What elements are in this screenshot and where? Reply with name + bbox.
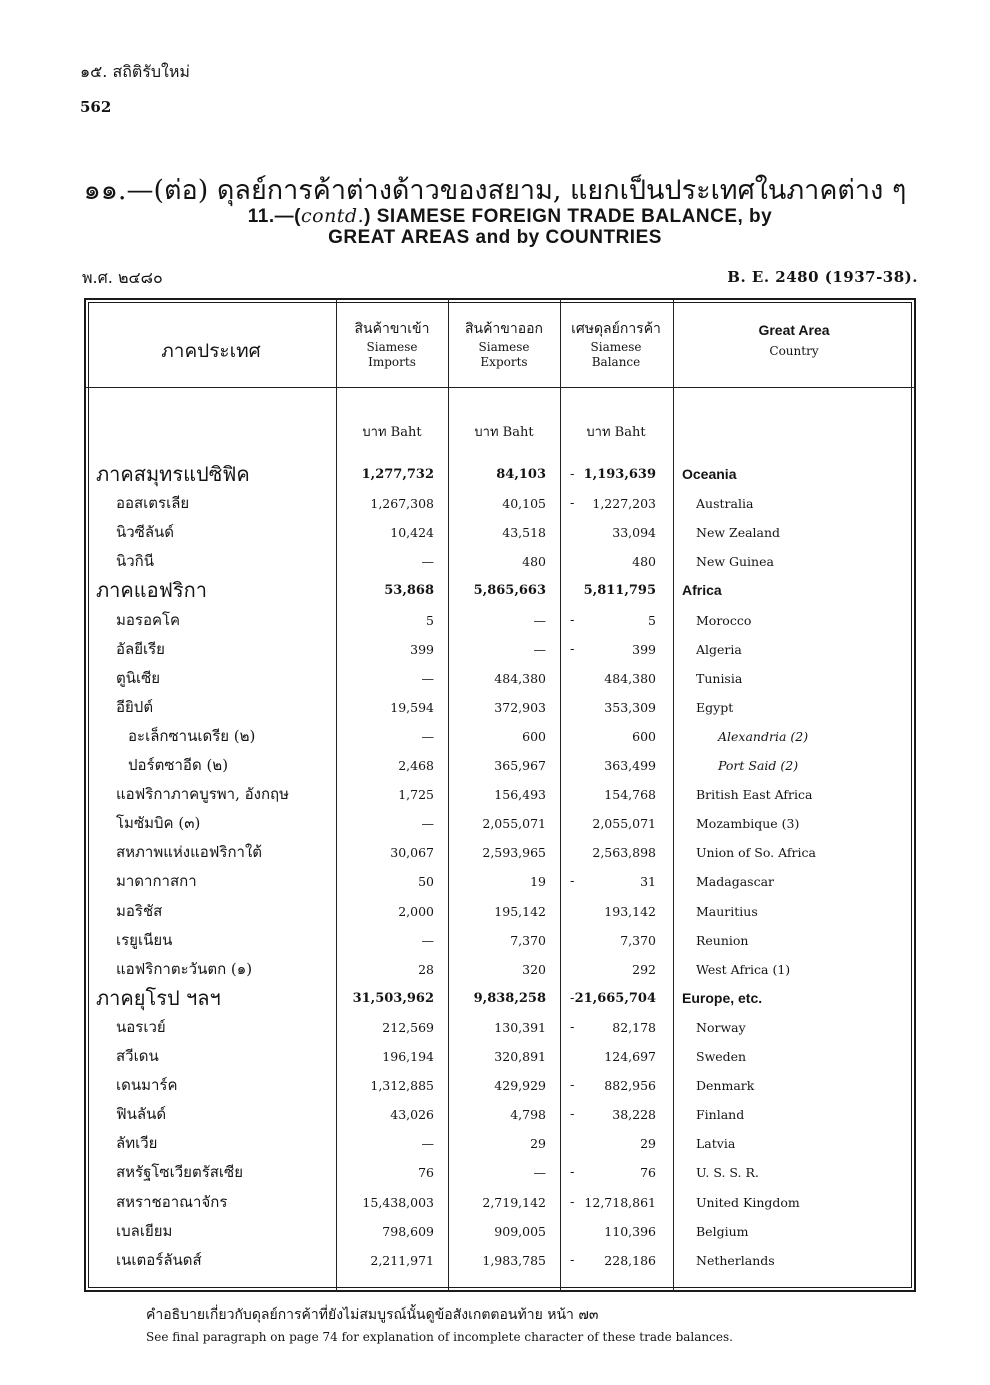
country-thai: ภาคแอฟริกา xyxy=(96,578,207,603)
imports-value: 2,468 xyxy=(398,758,434,773)
imports-value: — xyxy=(421,816,434,832)
exports-value: 480 xyxy=(522,554,546,570)
area-row xyxy=(86,984,914,1013)
exports-value: 29 xyxy=(530,1136,546,1152)
imports-value: 798,609 xyxy=(382,1223,434,1239)
table-row xyxy=(86,635,914,664)
country-en: Finland xyxy=(696,1107,745,1123)
table-row xyxy=(86,1217,914,1246)
country-en: Sweden xyxy=(696,1049,747,1064)
header-country-thai: ภาคประเทศ xyxy=(161,340,261,362)
country-en: Union of So. Africa xyxy=(696,845,816,861)
balance-sign: - xyxy=(570,990,575,1006)
table-row xyxy=(86,693,914,722)
imports-value: — xyxy=(421,728,434,744)
country-en: Egypt xyxy=(696,699,734,715)
area-row xyxy=(86,460,914,489)
table-row xyxy=(86,1246,914,1275)
balance-value: 2,563,898 xyxy=(592,845,656,861)
country-en: New Guinea xyxy=(696,554,774,570)
balance-value: 76 xyxy=(640,1165,656,1181)
table-row xyxy=(86,1013,914,1042)
year-thai: พ.ศ. ๒๔๘๐ xyxy=(82,268,163,287)
balance-value: 110,396 xyxy=(604,1223,656,1239)
country-en: Algeria xyxy=(696,641,742,657)
country-en: Latvia xyxy=(696,1136,736,1152)
country-en: Reunion xyxy=(696,932,749,948)
exports-value: 484,380 xyxy=(494,670,546,686)
country-thai: อียิปต์ xyxy=(116,697,154,716)
country-en: West Africa (1) xyxy=(696,961,791,977)
imports-value: 1,725 xyxy=(398,787,434,803)
country-thai: นอรเวย์ xyxy=(116,1017,166,1036)
exports-value: 43,518 xyxy=(502,525,546,541)
country-thai: สหรัฐโซเวียตรัสเซีย xyxy=(116,1163,244,1182)
imports-value: 53,868 xyxy=(384,583,434,599)
country-thai: สวีเดน xyxy=(116,1047,159,1065)
country-en: Australia xyxy=(696,496,754,512)
country-en: Oceania xyxy=(682,466,737,482)
balance-sign: - xyxy=(570,1165,575,1181)
title-en-italic: contd. xyxy=(300,205,365,227)
exports-value: 365,967 xyxy=(494,758,546,773)
table-row xyxy=(86,664,914,693)
country-thai: ตูนิเซีย xyxy=(116,668,161,687)
balance-value: 1,227,203 xyxy=(592,496,656,512)
table-row xyxy=(86,1188,914,1217)
table-row xyxy=(86,867,914,896)
balance-value: 12,718,861 xyxy=(584,1194,656,1210)
balance-sign: - xyxy=(570,612,575,628)
balance-value: 353,309 xyxy=(604,699,656,715)
imports-value: 19,594 xyxy=(390,699,434,715)
exports-value: — xyxy=(533,612,546,628)
exports-value: 2,593,965 xyxy=(482,845,546,861)
balance-sign: - xyxy=(570,1194,575,1210)
country-en: Denmark xyxy=(696,1078,755,1094)
title-en-prefix: 11.—( xyxy=(247,206,301,227)
header-country-en: Country xyxy=(769,344,819,358)
balance-value: 154,768 xyxy=(604,787,656,803)
country-en: Mozambique (3) xyxy=(696,816,800,832)
header-imports-en1: Siamese xyxy=(366,340,418,354)
country-thai: เดนมาร์ค xyxy=(116,1076,178,1095)
country-en: U. S. S. R. xyxy=(696,1165,759,1181)
country-en: Belgium xyxy=(696,1223,749,1239)
title-en-line1-rest: ) SIAMESE FOREIGN TRADE BALANCE, by xyxy=(364,206,773,227)
header-area-en: Great Area xyxy=(758,322,830,338)
country-en: Port Said (2) xyxy=(718,758,799,773)
year-en: B. E. 2480 (1937-38). xyxy=(727,268,918,286)
area-row xyxy=(86,576,914,605)
balance-value: 5 xyxy=(648,612,656,628)
country-thai: สหภาพแห่งแอฟริกาใต้ xyxy=(116,843,263,862)
imports-value: — xyxy=(421,932,434,948)
exports-value: 1,983,785 xyxy=(482,1252,546,1268)
imports-value: 15,438,003 xyxy=(362,1194,434,1210)
exports-value: 130,391 xyxy=(494,1019,546,1035)
imports-value: — xyxy=(421,670,434,686)
balance-value: 29 xyxy=(640,1136,656,1152)
balance-value: 882,956 xyxy=(604,1078,656,1094)
title-thai: ๑๑.—(ต่อ) ดุลย์การค้าต่างด้าวของสยาม, แยกเป็นประเทศในภาคต่าง ๆ xyxy=(83,175,907,206)
balance-value: 399 xyxy=(632,641,656,657)
exports-value: 5,865,663 xyxy=(473,583,546,599)
table-row xyxy=(86,1100,914,1129)
imports-value: 43,026 xyxy=(390,1107,434,1123)
balance-sign: - xyxy=(570,874,575,890)
table-row xyxy=(86,897,914,926)
header-exports xyxy=(448,318,560,370)
title-en-line2: GREAT AREAS and by COUNTRIES xyxy=(328,227,662,248)
unit-label-balance: บาท Baht xyxy=(586,425,646,440)
imports-value: 10,424 xyxy=(390,525,434,541)
table-row xyxy=(86,1071,914,1100)
header-imports-thai: สินค้าขาเข้า xyxy=(354,321,430,337)
table-row xyxy=(86,780,914,809)
unit-label-imports: บาท Baht xyxy=(362,425,422,440)
balance-value: 228,186 xyxy=(604,1252,656,1268)
exports-value: 4,798 xyxy=(510,1107,546,1123)
balance-value: 480 xyxy=(632,554,656,570)
country-thai: ฟินลันด์ xyxy=(116,1105,167,1124)
exports-value: 156,493 xyxy=(494,787,546,803)
table-row xyxy=(86,606,914,635)
table-row xyxy=(86,489,914,518)
exports-value: 320 xyxy=(522,961,546,977)
imports-value: 76 xyxy=(418,1165,434,1181)
country-thai: ออสเตรเลีย xyxy=(116,494,190,513)
header-exports-thai: สินค้าขาออก xyxy=(464,321,544,337)
imports-value: 30,067 xyxy=(390,845,434,861)
country-thai: แอฟริกาภาคบูรพา, อังกฤษ xyxy=(116,785,290,804)
exports-value: 9,838,258 xyxy=(473,990,546,1006)
header-exports-en2: Exports xyxy=(480,355,528,369)
country-thai: ภาคสมุทรแปซิฟิค xyxy=(96,462,250,486)
exports-value: — xyxy=(533,1165,546,1181)
country-thai: มอริชัส xyxy=(116,901,163,920)
header-balance xyxy=(560,318,672,370)
table-row xyxy=(86,518,914,547)
country-en: Alexandria (2) xyxy=(718,728,809,744)
imports-value: — xyxy=(421,554,434,570)
balance-sign: - xyxy=(570,1252,575,1268)
country-thai: ลัทเวีย xyxy=(116,1134,158,1153)
imports-value: — xyxy=(421,1136,434,1152)
imports-value: 2,000 xyxy=(398,903,434,919)
balance-value: 7,370 xyxy=(620,932,656,948)
imports-value: 212,569 xyxy=(382,1019,434,1035)
imports-value: 1,312,885 xyxy=(370,1078,434,1094)
exports-value: 2,055,071 xyxy=(482,816,546,832)
balance-value: 363,499 xyxy=(604,758,656,773)
country-thai: เบลเยียม xyxy=(116,1221,173,1240)
balance-value: 38,228 xyxy=(612,1107,656,1123)
exports-value: — xyxy=(533,641,546,657)
country-en: Africa xyxy=(682,582,722,599)
exports-value: 600 xyxy=(522,728,546,744)
country-en: Madagascar xyxy=(696,874,775,890)
table-row xyxy=(86,955,914,984)
country-en: New Zealand xyxy=(696,525,781,541)
exports-value: 2,719,142 xyxy=(482,1194,546,1210)
country-thai: เนเตอร์ลันดส์ xyxy=(116,1250,202,1269)
country-en: British East Africa xyxy=(696,787,813,803)
imports-value: 1,277,732 xyxy=(361,467,434,482)
imports-value: 1,267,308 xyxy=(370,496,434,512)
unit-label-exports: บาท Baht xyxy=(474,425,534,440)
balance-value: 5,811,795 xyxy=(583,583,656,599)
country-thai: ภาคยุโรป ฯลฯ xyxy=(96,985,221,1010)
country-thai: นิวซีลันด์ xyxy=(116,523,175,542)
country-thai: แอฟริกาตะวันตก (๑) xyxy=(116,959,253,978)
balance-sign: - xyxy=(570,1019,575,1035)
imports-value: 399 xyxy=(410,641,434,657)
table-row xyxy=(86,751,914,780)
balance-sign: - xyxy=(570,641,575,657)
exports-value: 372,903 xyxy=(494,699,546,715)
page-number: 562 xyxy=(80,98,112,116)
country-en: Netherlands xyxy=(696,1252,775,1268)
balance-sign: - xyxy=(570,467,575,482)
exports-value: 195,142 xyxy=(494,903,546,919)
country-en: Europe, etc. xyxy=(682,989,763,1006)
country-thai: อัลยีเรีย xyxy=(116,639,165,658)
country-en: United Kingdom xyxy=(696,1194,800,1210)
country-en: Tunisia xyxy=(696,670,743,686)
country-thai: มาดากาสกา xyxy=(116,872,197,891)
country-thai: สหราชอาณาจักร xyxy=(116,1192,228,1211)
table-row xyxy=(86,838,914,867)
balance-value: 600 xyxy=(632,728,656,744)
country-thai: อะเล็กซานเดรีย (๒) xyxy=(128,726,256,745)
footnote-en: See final paragraph on page 74 for explanation of incomplete character of these trade balances. xyxy=(146,1330,733,1344)
title-en-line1 xyxy=(0,205,990,228)
exports-value: 7,370 xyxy=(510,932,546,948)
balance-sign: - xyxy=(570,1078,575,1094)
imports-value: 196,194 xyxy=(382,1049,434,1064)
balance-value: 2,055,071 xyxy=(592,816,656,832)
table-row xyxy=(86,1042,914,1071)
country-thai: มอรอคโค xyxy=(116,610,181,629)
table-row xyxy=(86,547,914,576)
exports-value: 429,929 xyxy=(494,1078,546,1094)
imports-value: 2,211,971 xyxy=(370,1252,434,1268)
country-en: Mauritius xyxy=(696,903,758,919)
balance-value: 82,178 xyxy=(612,1019,656,1035)
imports-value: 50 xyxy=(418,874,434,890)
header-exports-en1: Siamese xyxy=(478,340,530,354)
header-area xyxy=(674,322,914,358)
imports-value: 28 xyxy=(418,961,434,977)
balance-value: 31 xyxy=(640,874,656,890)
balance-value: 124,697 xyxy=(604,1049,656,1064)
table-row xyxy=(86,926,914,955)
balance-value: 292 xyxy=(632,961,656,977)
footnote-thai: คำอธิบายเกี่ยวกับดุลย์การค้าที่ยังไม่สมบูรณ์นั้นดูข้อสังเกตตอนท้าย หน้า ๗๓ xyxy=(146,1307,599,1323)
country-thai: นิวกินี xyxy=(116,552,155,571)
exports-value: 19 xyxy=(530,874,546,890)
balance-value: 484,380 xyxy=(604,670,656,686)
table-row xyxy=(86,1158,914,1187)
country-en: Norway xyxy=(696,1019,746,1035)
header-balance-en1: Siamese xyxy=(590,340,642,354)
country-thai: โมซัมบิค (๓) xyxy=(116,814,201,833)
header-imports xyxy=(336,318,448,370)
header-balance-en2: Balance xyxy=(591,355,641,369)
country-en: Morocco xyxy=(696,612,752,628)
header-balance-thai: เศษดุลย์การค้า xyxy=(571,321,661,337)
imports-value: 31,503,962 xyxy=(352,990,434,1006)
balance-value: 193,142 xyxy=(604,903,656,919)
balance-sign: - xyxy=(570,1107,575,1123)
exports-value: 84,103 xyxy=(496,467,546,482)
header-imports-en2: Imports xyxy=(368,355,416,369)
balance-sign: - xyxy=(570,496,575,512)
exports-value: 40,105 xyxy=(502,496,546,512)
country-thai: ปอร์ตซาอีด (๒) xyxy=(128,756,229,774)
balance-value: 1,193,639 xyxy=(583,467,656,482)
exports-value: 909,005 xyxy=(494,1223,546,1239)
header-divider xyxy=(86,387,914,388)
table-row xyxy=(86,1129,914,1158)
running-header: ๑๕. สถิติรับใหม่ xyxy=(80,62,190,81)
balance-value: 33,094 xyxy=(612,525,656,541)
imports-value: 5 xyxy=(426,612,434,628)
country-thai: เรยูเนียน xyxy=(116,930,173,949)
table-row xyxy=(86,722,914,751)
exports-value: 320,891 xyxy=(494,1049,546,1064)
balance-value: 21,665,704 xyxy=(574,990,656,1006)
table-row xyxy=(86,809,914,838)
